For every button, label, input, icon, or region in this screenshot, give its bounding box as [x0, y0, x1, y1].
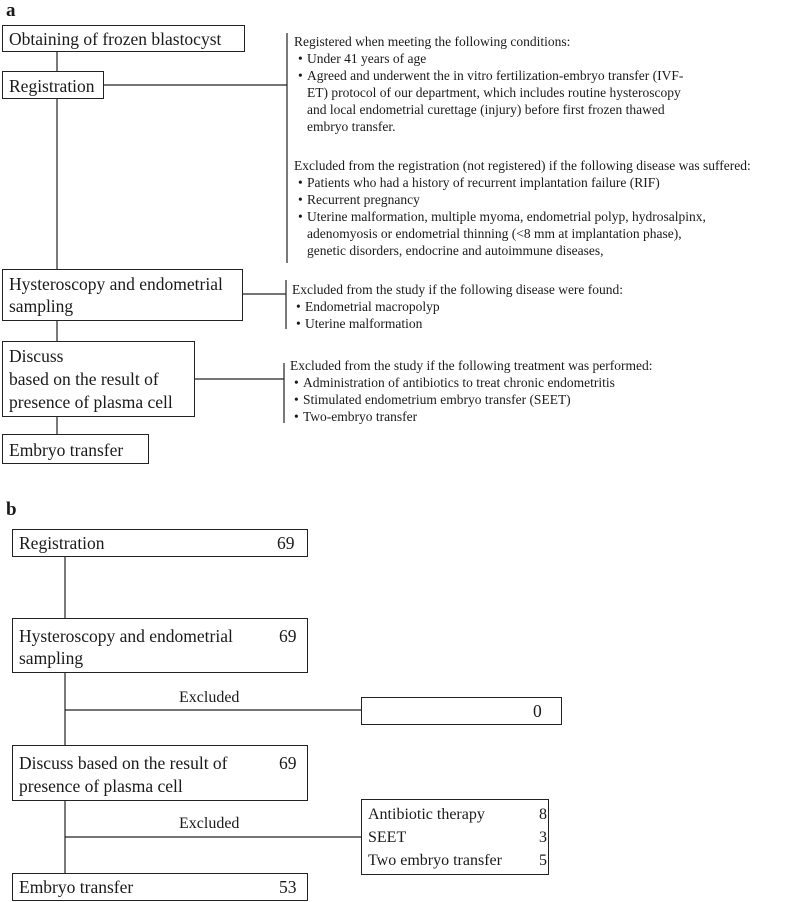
- b-hysteroscopy-line-2: sampling: [19, 648, 84, 668]
- a-embryo-transfer-box: [2, 434, 149, 464]
- b-discuss-line-2: presence of plasma cell: [19, 776, 183, 796]
- b-excluded-two-embryo-count: 5: [539, 852, 547, 869]
- exclusion-uterine-malformation: • Uterine malformation: [292, 315, 623, 332]
- a-discuss-box: [2, 341, 195, 417]
- a-hysteroscopy-line-1: Hysteroscopy and endometrial: [9, 274, 223, 294]
- a-obtaining-label: Obtaining of frozen blastocyst: [9, 29, 222, 49]
- b-excluded-1-count: 0: [533, 701, 542, 721]
- registration-criteria-heading: Registered when meeting the following conditions:: [294, 34, 571, 49]
- b-excluded-1-box: [361, 697, 562, 725]
- b-embryo-transfer-box: [12, 873, 308, 901]
- b-excluded-1-label: Excluded: [179, 689, 240, 706]
- exclusion-seet: • Stimulated endometrium embryo transfer (SEET): [290, 391, 653, 408]
- b-discuss-line-1: Discuss based on the result of: [19, 753, 228, 773]
- exclusion-macropolyp: • Endometrial macropolyp: [292, 298, 623, 315]
- b-embryo-transfer-count: 53: [279, 877, 297, 897]
- b-discuss-box: [12, 745, 308, 801]
- b-excluded-seet-count: 3: [539, 829, 547, 846]
- b-discuss-count: 69: [279, 753, 297, 773]
- a-hysteroscopy-box: [2, 269, 243, 321]
- exclusion-uterine-conditions: • Uterine malformation, multiple myoma, endometrial polyp, hydrosalpinx, adenomyosis or endometrial thinning (<8 mm at implantation phase), genetic disorders, endocrine and autoimmune diseases,: [294, 208, 751, 259]
- b-hysteroscopy-count: 69: [279, 626, 297, 646]
- a-exclusion-hysteroscopy: [292, 281, 623, 332]
- b-excluded-two-embryo-label: Two embryo transfer: [368, 852, 502, 869]
- b-registration-label: Registration: [19, 533, 105, 553]
- b-hysteroscopy-box: [12, 618, 308, 673]
- panel-b-label: b: [6, 499, 17, 520]
- a-obtaining-box: [2, 25, 245, 52]
- exclusion-rif: • Patients who had a history of recurrent implantation failure (RIF): [294, 174, 751, 191]
- b-excluded-antibiotic-label: Antibiotic therapy: [368, 806, 485, 823]
- a-discuss-line-2: based on the result of: [9, 369, 159, 389]
- exclusion-registration-heading: Excluded from the registration (not registered) if the following disease was suffered:: [294, 158, 751, 173]
- a-registration-criteria: [294, 33, 683, 135]
- a-exclusion-registration: [294, 157, 751, 259]
- exclusion-hysteroscopy-heading: Excluded from the study if the following disease were found:: [292, 282, 624, 297]
- a-registration-label: Registration: [9, 76, 95, 96]
- b-excluded-seet-label: SEET: [368, 829, 407, 846]
- b-embryo-transfer-label: Embryo transfer: [19, 877, 134, 897]
- a-hysteroscopy-line-2: sampling: [9, 296, 74, 316]
- a-discuss-line-1: Discuss: [9, 346, 64, 366]
- b-hysteroscopy-line-1: Hysteroscopy and endometrial: [19, 626, 233, 646]
- b-registration-box: [12, 529, 308, 557]
- b-excluded-2-box: [361, 799, 549, 875]
- b-excluded-2-label: Excluded: [179, 815, 240, 832]
- b-registration-count: 69: [277, 533, 295, 553]
- a-discuss-line-3: presence of plasma cell: [9, 392, 173, 412]
- exclusion-antibiotics: • Administration of antibiotics to treat chronic endometritis: [290, 374, 653, 391]
- registration-criterion-ivf: • Agreed and underwent the in vitro fertilization-embryo transfer (IVF- ET) protocol of our department, which includes routine hysteroscopy and local endometrial curettage (injury) before first frozen thawed embryo transfer.: [294, 67, 683, 135]
- b-excluded-antibiotic-count: 8: [539, 806, 547, 823]
- registration-criterion-age: • Under 41 years of age: [294, 50, 683, 67]
- exclusion-treatment-heading: Excluded from the study if the following treatment was performed:: [290, 358, 653, 373]
- a-registration-box: [2, 71, 104, 99]
- exclusion-recurrent-pregnancy: • Recurrent pregnancy: [294, 191, 751, 208]
- exclusion-two-embryo: • Two-embryo transfer: [290, 408, 653, 425]
- panel-a-label: a: [6, 0, 16, 21]
- a-embryo-transfer-label: Embryo transfer: [9, 440, 124, 460]
- a-exclusion-treatment: [290, 357, 653, 425]
